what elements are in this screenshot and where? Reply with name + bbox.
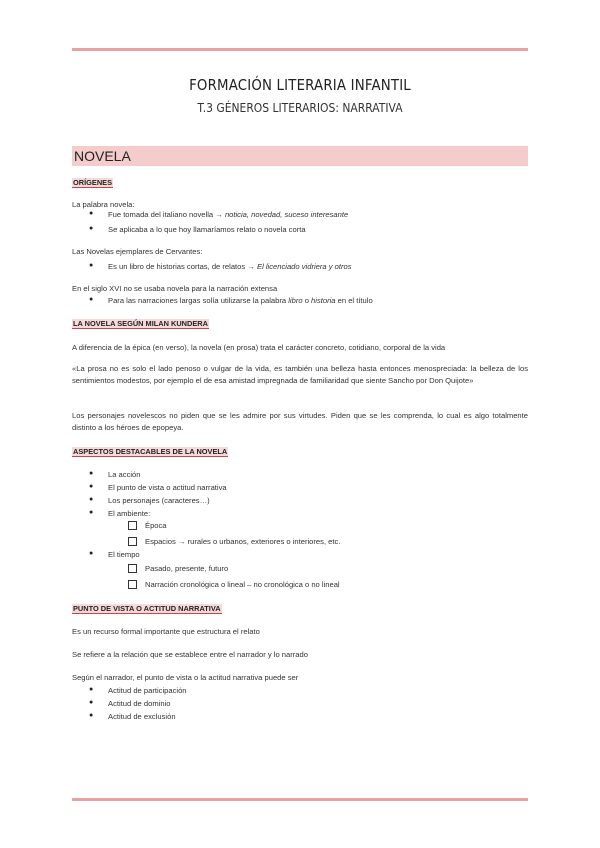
bullet-icon: ● (89, 509, 94, 516)
bullet-icon: ● (89, 470, 94, 477)
heading-kundera: LA NOVELA SEGÚN MILAN KUNDERA (73, 319, 208, 328)
top-rule (72, 48, 528, 51)
punto-p3: Según el narrador, el punto de vista o la actitud narrativa puede ser (72, 673, 299, 682)
checkbox[interactable] (128, 537, 137, 546)
bullet-icon: ● (89, 225, 94, 232)
tiempo-check-label: Narración cronológica o lineal – no cronológica o no lineal (145, 580, 340, 589)
punto-p1: Es un recurso formal importante que estructura el relato (72, 627, 260, 636)
aspectos-item: Los personajes (caracteres…) (108, 496, 210, 505)
ambiente-check-label: Época (145, 521, 167, 530)
page-title: FORMACIÓN LITERARIA INFANTIL (189, 76, 411, 94)
checkbox[interactable] (128, 564, 137, 573)
heading-origenes: ORÍGENES (73, 178, 113, 187)
origenes-p2: Las Novelas ejemplares de Cervantes: (72, 247, 203, 256)
origenes-p1: La palabra novela: (72, 200, 135, 209)
bullet-icon: ● (89, 496, 94, 503)
bullet-icon: ● (89, 296, 94, 303)
punto-item: Actitud de dominio (108, 699, 171, 708)
tiempo-check-label: Pasado, presente, futuro (145, 564, 229, 573)
bullet-icon: ● (89, 210, 94, 217)
origenes-p2-b1: Es un libro de historias cortas, de relatos → El licenciado vidriera y otros (108, 262, 352, 271)
kundera-p1: A diferencia de la épica (en verso), la novela (en prosa) trata el carácter concreto, cotidiano, corporal de la vida (72, 343, 446, 352)
heading-punto: PUNTO DE VISTA O ACTITUD NARRATIVA (73, 604, 221, 613)
bullet-icon: ● (89, 262, 94, 269)
bullet-icon: ● (89, 483, 94, 490)
ambiente-check-label: Espacios → rurales o urbanos, exteriores o interiores, etc. (145, 537, 341, 546)
origenes-p1-b1: Fue tomada del italiano novella → noticia, novedad, suceso interesante (108, 210, 349, 219)
heading-aspectos: ASPECTOS DESTACABLES DE LA NOVELA (73, 447, 228, 456)
kundera-p3: Los personajes novelescos no piden que se les admire por sus virtudes. Piden que se les comprenda, lo cual es algo totalmente distinto a los héroes de epopeya. (72, 411, 528, 432)
aspectos-item: El ambiente: (108, 509, 151, 518)
checkbox[interactable] (128, 580, 137, 589)
bullet-icon: ● (89, 712, 94, 719)
origenes-p3-b1: Para las narraciones largas solía utilizarse la palabra libro o historia en el título (108, 296, 373, 305)
origenes-p1-b2: Se aplicaba a lo que hoy llamaríamos relato o novela corta (108, 225, 306, 234)
punto-p2: Se refiere a la relación que se establece entre el narrador y lo narrado (72, 650, 308, 659)
bullet-icon: ● (89, 686, 94, 693)
aspectos-item: El punto de vista o actitud narrativa (108, 483, 227, 492)
bottom-rule (72, 798, 528, 801)
bullet-icon: ● (89, 699, 94, 706)
section-bar (72, 146, 528, 166)
bullet-icon: ● (89, 550, 94, 557)
origenes-p3: En el siglo XVI no se usaba novela para la narración extensa (72, 284, 278, 293)
page-subtitle: T.3 GÉNEROS LITERARIOS: NARRATIVA (197, 100, 403, 115)
punto-item: Actitud de participación (108, 686, 187, 695)
section-title: NOVELA (74, 148, 131, 164)
tiempo-label: El tiempo (108, 550, 140, 559)
aspectos-item: La acción (108, 470, 141, 479)
kundera-p2: «La prosa no es solo el lado penoso o vulgar de la vida, es también una belleza hasta entonces menospreciada: la belleza de los sentimientos modestos, por ejemplo el de esa amistad impregnada de familiaridad que siente Sancho por Don Quijote» (72, 364, 528, 385)
punto-item: Actitud de exclusión (108, 712, 176, 721)
checkbox[interactable] (128, 521, 137, 530)
